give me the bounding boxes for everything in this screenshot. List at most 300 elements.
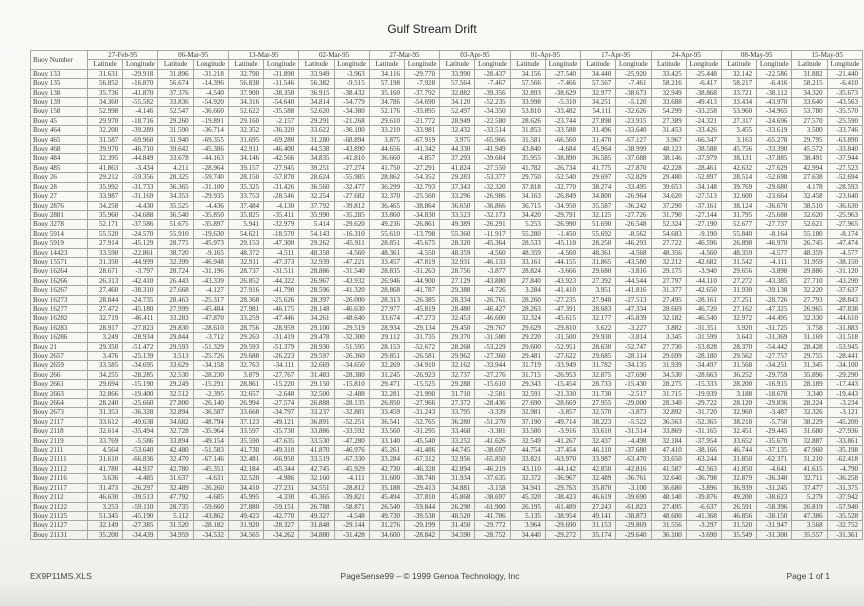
lat-cell: 31.520 xyxy=(721,521,756,530)
lon-cell: -36.967 xyxy=(545,474,580,483)
lon-cell: -31.599 xyxy=(686,333,721,342)
lon-cell: -29.791 xyxy=(545,210,580,219)
lon-cell: -43.923 xyxy=(545,276,580,285)
lat-cell: 29.249 xyxy=(158,380,193,389)
lon-cell: -52.540 xyxy=(545,173,580,182)
lat-cell: 34.120 xyxy=(440,98,475,107)
lon-cell: -29.000 xyxy=(616,399,651,408)
lon-cell: -37.454 xyxy=(545,446,580,455)
lon-cell: -47.300 xyxy=(264,239,299,248)
lon-cell: -7.467 xyxy=(475,79,510,88)
lat-cell: 32.931 xyxy=(440,257,475,266)
lon-cell: -41.870 xyxy=(123,88,158,97)
table-row xyxy=(31,474,863,483)
lat-cell: 37.293 xyxy=(440,154,475,163)
subheader-latitude: Latitude xyxy=(651,60,686,69)
lat-cell: 33.597 xyxy=(228,427,263,436)
lat-cell: 28.120 xyxy=(721,399,756,408)
lon-cell: -47.446 xyxy=(264,314,299,323)
lon-cell: -31.890 xyxy=(264,69,299,78)
lon-cell: -31.514 xyxy=(616,427,651,436)
lon-cell: -52.951 xyxy=(545,342,580,351)
lat-cell: 34.156 xyxy=(510,69,545,78)
lat-cell: 44.754 xyxy=(510,446,545,455)
lat-cell: 52.324 xyxy=(651,220,686,229)
lat-cell: 31.939 xyxy=(651,361,686,370)
lat-cell: 38.223 xyxy=(581,417,616,426)
lon-cell: -36.587 xyxy=(193,408,228,417)
lat-cell: 27.800 xyxy=(158,399,193,408)
lat-cell: 53.810 xyxy=(510,107,545,116)
lon-cell: -47.838 xyxy=(827,304,862,313)
lon-cell: -33.619 xyxy=(757,126,792,135)
lat-cell: 33.523 xyxy=(440,210,475,219)
lon-cell: -21.772 xyxy=(404,116,439,125)
lat-cell: 29.685 xyxy=(581,352,616,361)
lon-cell: -59.660 xyxy=(193,502,228,511)
lat-cell: 51.690 xyxy=(581,220,616,229)
lon-cell: -36.761 xyxy=(616,474,651,483)
lat-cell: 28.463 xyxy=(158,295,193,304)
lat-cell: 27.797 xyxy=(651,276,686,285)
lat-cell: 26.540 xyxy=(369,502,404,511)
table-row xyxy=(31,530,863,539)
lon-cell: -6.416 xyxy=(757,79,792,88)
lat-cell: 32.882 xyxy=(440,88,475,97)
lon-cell: -44.937 xyxy=(123,464,158,473)
lon-cell: -46.720 xyxy=(686,304,721,313)
lon-cell: -27.291 xyxy=(404,163,439,172)
lat-cell: 29.593 xyxy=(228,342,263,351)
lon-cell: -26.291 xyxy=(475,220,510,229)
buoy-cell: Bouy 2881 xyxy=(31,210,88,219)
lat-cell: 31.695 xyxy=(228,135,263,144)
lat-cell: 29.112 xyxy=(369,333,404,342)
lat-cell: 32.220 xyxy=(792,286,827,295)
lon-cell: -11.546 xyxy=(264,79,299,88)
lat-cell: 33.795 xyxy=(440,408,475,417)
lon-cell: -26.297 xyxy=(123,483,158,492)
lat-cell: 31.782 xyxy=(581,361,616,370)
table-row xyxy=(31,446,863,455)
lat-cell: 33.869 xyxy=(651,427,686,436)
lat-cell: 28.325 xyxy=(158,173,193,182)
lat-cell: 28.862 xyxy=(369,173,404,182)
buoy-cell: Bouy 16267 xyxy=(31,286,88,295)
lon-cell: -2.395 xyxy=(193,389,228,398)
lat-cell: 35.174 xyxy=(581,530,616,539)
buoy-cell: Bouy 15571 xyxy=(31,257,88,266)
lon-cell: -41.486 xyxy=(404,446,439,455)
lat-cell: 26.788 xyxy=(299,502,334,511)
lon-cell: -27.757 xyxy=(757,352,792,361)
lat-cell: 28.320 xyxy=(440,239,475,248)
lon-cell: -47.280 xyxy=(334,436,369,445)
lat-cell: 49.141 xyxy=(581,511,616,520)
lat-cell: 27.495 xyxy=(651,295,686,304)
lon-cell: -4.540 xyxy=(193,88,228,97)
lat-cell: 34.620 xyxy=(651,192,686,201)
lat-cell: 38.124 xyxy=(721,201,756,210)
lon-cell: -63.890 xyxy=(827,135,862,144)
lat-cell: 56.382 xyxy=(299,79,334,88)
lat-cell: 52.677 xyxy=(721,220,756,229)
lat-cell: 45.261 xyxy=(369,446,404,455)
lat-cell: 45.494 xyxy=(369,493,404,502)
lon-cell: -3.339 xyxy=(475,408,510,417)
lat-cell: 32.458 xyxy=(792,192,827,201)
lon-cell: -34.262 xyxy=(264,530,299,539)
lat-cell: 31.153 xyxy=(581,521,616,530)
lon-cell: -33.592 xyxy=(334,427,369,436)
table-row xyxy=(31,361,863,370)
lon-cell: -26.953 xyxy=(545,370,580,379)
lat-cell: 33.237 xyxy=(299,408,334,417)
lon-cell: -44.999 xyxy=(123,257,158,266)
lon-cell: -19.400 xyxy=(123,389,158,398)
lat-cell: 3.879 xyxy=(228,370,263,379)
lon-cell: -61.900 xyxy=(475,502,510,511)
lon-cell: -45.839 xyxy=(616,314,651,323)
lat-cell: 36.299 xyxy=(369,182,404,191)
lat-cell: 29.562 xyxy=(721,352,756,361)
lon-cell: -5.750 xyxy=(757,417,792,426)
lon-cell: -33.944 xyxy=(475,361,510,370)
lat-cell: 34.600 xyxy=(369,530,404,539)
lon-cell: -59.151 xyxy=(264,502,299,511)
lon-cell: -59.110 xyxy=(123,502,158,511)
lon-cell: -39.690 xyxy=(616,493,651,502)
buoy-cell: Bouy 2659 xyxy=(31,361,88,370)
lon-cell: -27.276 xyxy=(475,370,510,379)
lat-cell: 45.572 xyxy=(792,145,827,154)
lon-cell: -34.650 xyxy=(334,361,369,370)
table-row xyxy=(31,333,863,342)
lon-cell: -52.365 xyxy=(686,417,721,426)
lon-cell: -24.735 xyxy=(123,295,158,304)
lon-cell: -51.329 xyxy=(193,342,228,351)
lon-cell: -42.682 xyxy=(686,257,721,266)
lat-cell: 49.236 xyxy=(369,220,404,229)
lat-cell: 29.153 xyxy=(228,239,263,248)
lat-cell: 28.340 xyxy=(651,399,686,408)
lat-cell: 31.710 xyxy=(440,389,475,398)
lat-cell: 48.600 xyxy=(651,511,686,520)
lat-cell: 56.852 xyxy=(88,79,123,88)
lon-cell: -33.495 xyxy=(616,182,651,191)
lat-cell: 28.268 xyxy=(440,342,475,351)
lat-cell: 31.568 xyxy=(721,361,756,370)
buoy-cell: Bouy 21122 xyxy=(31,502,88,511)
lat-cell: 28.835 xyxy=(369,267,404,276)
lat-cell: 51.675 xyxy=(158,220,193,229)
date-header-06-Mar-95: 06-Mar-95 xyxy=(158,51,228,60)
lon-cell: -4.641 xyxy=(757,464,792,473)
lon-cell: -51.583 xyxy=(193,446,228,455)
date-header-24-Apr-95: 24-Apr-95 xyxy=(651,51,721,60)
lon-cell: -46.219 xyxy=(475,464,510,473)
lat-cell: 32.977 xyxy=(581,88,616,97)
lat-cell: 35.896 xyxy=(792,370,827,379)
lon-cell: -45.351 xyxy=(193,464,228,473)
lat-cell: 33.161 xyxy=(510,257,545,266)
lat-cell: 28.737 xyxy=(228,267,263,276)
lat-cell: 29.970 xyxy=(88,116,123,125)
lon-cell: -9.190 xyxy=(686,229,721,238)
lon-cell: -46.596 xyxy=(686,239,721,248)
lon-cell: -3.434 xyxy=(123,163,158,172)
lon-cell: -29.772 xyxy=(475,521,510,530)
lon-cell: -4.498 xyxy=(616,436,651,445)
lon-cell: -27.726 xyxy=(616,210,651,219)
lon-cell: -38.697 xyxy=(475,446,510,455)
lat-cell: 32.330 xyxy=(792,314,827,323)
lat-cell: 33.612 xyxy=(88,417,123,426)
lat-cell: 33.860 xyxy=(369,210,404,219)
lat-cell: 36.915 xyxy=(299,88,334,97)
lon-cell: -45.364 xyxy=(475,239,510,248)
lat-cell: 48.361 xyxy=(581,248,616,257)
lat-cell: 26.898 xyxy=(721,239,756,248)
lon-cell: -54.352 xyxy=(404,173,439,182)
lon-cell: -46.970 xyxy=(757,239,792,248)
subheader-longitude: Longitude xyxy=(686,60,721,69)
lon-cell: -32.752 xyxy=(827,521,862,530)
lat-cell: 55.840 xyxy=(721,229,756,238)
lat-cell: 31.715 xyxy=(510,370,545,379)
lon-cell: -27.690 xyxy=(616,370,651,379)
buoy-cell: Bouy 21127 xyxy=(31,521,88,530)
lon-cell: -3.857 xyxy=(545,408,580,417)
lat-cell: 52.620 xyxy=(299,107,334,116)
lat-cell: 5.253 xyxy=(510,220,545,229)
lon-cell: -29.759 xyxy=(757,370,792,379)
lon-cell: -32.770 xyxy=(545,182,580,191)
lat-cell: 28.824 xyxy=(510,267,545,276)
lat-cell: 31.795 xyxy=(721,210,756,219)
lon-cell: -32.626 xyxy=(616,107,651,116)
lon-cell: -47.474 xyxy=(827,239,862,248)
lat-cell: 27.570 xyxy=(792,116,827,125)
lon-cell: -38.112 xyxy=(757,88,792,97)
lon-cell: -34.111 xyxy=(264,361,299,370)
lat-cell: 31.610 xyxy=(88,455,123,464)
lat-cell: 44.538 xyxy=(299,145,334,154)
subheader-latitude: Latitude xyxy=(792,60,827,69)
lon-cell: -43.880 xyxy=(475,276,510,285)
lat-cell: 32.719 xyxy=(88,314,123,323)
lat-cell: 34.440 xyxy=(581,69,616,78)
lon-cell: -18.570 xyxy=(264,229,299,238)
lat-cell: 33.252 xyxy=(440,436,475,445)
lon-cell: -26.964 xyxy=(616,192,651,201)
lon-cell: -3.963 xyxy=(334,69,369,78)
lat-cell: 34.835 xyxy=(299,154,334,163)
lon-cell: -3.873 xyxy=(616,408,651,417)
lon-cell: -28.663 xyxy=(686,370,721,379)
lon-cell: -46.411 xyxy=(123,314,158,323)
lat-cell: 27.460 xyxy=(88,286,123,295)
lat-cell: 31.631 xyxy=(88,69,123,78)
lat-cell: 32.866 xyxy=(88,389,123,398)
lat-cell: 5.279 xyxy=(792,493,827,502)
lat-cell: 37.484 xyxy=(228,201,263,210)
lat-cell: 32.269 xyxy=(369,361,404,370)
lon-cell: -1.450 xyxy=(545,229,580,238)
lat-cell: 31.719 xyxy=(510,361,545,370)
lat-cell: 31.453 xyxy=(651,126,686,135)
lon-cell: -28.959 xyxy=(264,323,299,332)
lat-cell: 28.756 xyxy=(228,323,263,332)
lon-cell: -31.245 xyxy=(757,483,792,492)
lat-cell: 52.998 xyxy=(88,107,123,116)
lon-cell: -62.371 xyxy=(757,455,792,464)
lat-cell: 29.886 xyxy=(792,267,827,276)
lon-cell: -41.790 xyxy=(264,286,299,295)
lat-cell: 32.981 xyxy=(510,408,545,417)
lon-cell: -44.544 xyxy=(616,276,651,285)
lat-cell: 32.640 xyxy=(651,474,686,483)
lat-cell: 33.434 xyxy=(721,98,756,107)
table-row xyxy=(31,210,863,219)
lon-cell: -41.410 xyxy=(545,286,580,295)
lat-cell: 56.674 xyxy=(158,79,193,88)
lat-cell: 29.699 xyxy=(651,352,686,361)
lon-cell: -27.540 xyxy=(545,69,580,78)
lat-cell: 28.626 xyxy=(510,116,545,125)
buoy-cell: Bouy 2112 xyxy=(31,493,88,502)
lon-cell: -37.637 xyxy=(827,286,862,295)
lat-cell: 44.330 xyxy=(440,145,475,154)
lat-cell: 46.110 xyxy=(581,446,616,455)
lat-cell: 54.299 xyxy=(651,107,686,116)
lon-cell: -4.577 xyxy=(757,248,792,257)
lon-cell: -27.360 xyxy=(475,352,510,361)
lon-cell: -43.890 xyxy=(334,145,369,154)
lat-cell: 3.882 xyxy=(651,323,686,332)
lon-cell: -42.816 xyxy=(616,464,651,473)
lon-cell: -23.640 xyxy=(827,192,862,201)
lat-cell: 46.856 xyxy=(721,511,756,520)
lon-cell: -28.180 xyxy=(686,352,721,361)
lat-cell: 31.473 xyxy=(88,483,123,492)
lat-cell: 48.361 xyxy=(369,248,404,257)
lon-cell: -55.985 xyxy=(334,173,369,182)
lon-cell: -29.869 xyxy=(616,521,651,530)
lon-cell: -57.870 xyxy=(264,173,299,182)
lon-cell: -29.445 xyxy=(757,427,792,436)
buoy-cell: Bouy 464 xyxy=(31,126,88,135)
lon-cell: -33.390 xyxy=(757,145,792,154)
lat-cell: 31.680 xyxy=(792,427,827,436)
lon-cell: -36.866 xyxy=(475,201,510,210)
buoy-cell: Bouy 28 xyxy=(31,182,88,191)
lat-cell: 32.728 xyxy=(158,427,193,436)
lat-cell: 3.345 xyxy=(651,333,686,342)
subheader-longitude: Longitude xyxy=(264,60,299,69)
lat-cell: 31.345 xyxy=(792,361,827,370)
lat-cell: 27.638 xyxy=(792,173,827,182)
subheader-longitude: Longitude xyxy=(404,60,439,69)
lon-cell: -34.688 xyxy=(123,210,158,219)
lat-cell: 32.489 xyxy=(581,474,616,483)
lon-cell: -4.631 xyxy=(193,474,228,483)
lat-cell: 28.189 xyxy=(792,380,827,389)
lat-cell: 31.930 xyxy=(721,286,756,295)
lon-cell: -37.792 xyxy=(404,88,439,97)
subheader-longitude: Longitude xyxy=(193,60,228,69)
table-row xyxy=(31,201,863,210)
lat-cell: 27.317 xyxy=(721,116,756,125)
buoy-cell: Bouy 2111 xyxy=(31,446,88,455)
lat-cell: 42.480 xyxy=(158,446,193,455)
lat-cell: 31.542 xyxy=(721,257,756,266)
lat-cell: 33.990 xyxy=(440,69,475,78)
lon-cell: -36.798 xyxy=(686,474,721,483)
lat-cell: 36.939 xyxy=(721,483,756,492)
lon-cell: -47.870 xyxy=(193,314,228,323)
lat-cell: 4.178 xyxy=(792,182,827,191)
lat-cell: 41.863 xyxy=(88,163,123,172)
lon-cell: -49.121 xyxy=(264,417,299,426)
lon-cell: -19.630 xyxy=(193,229,228,238)
lon-cell: -26.923 xyxy=(404,370,439,379)
lat-cell: 5.941 xyxy=(228,220,263,229)
lat-cell: 29.795 xyxy=(792,135,827,144)
lat-cell: 33.668 xyxy=(228,408,263,417)
lat-cell: 43.840 xyxy=(510,145,545,154)
lat-cell: 54.683 xyxy=(651,229,686,238)
lon-cell: -37.680 xyxy=(616,446,651,455)
lon-cell: -25.448 xyxy=(686,69,721,78)
lat-cell: 3.568 xyxy=(792,521,827,530)
lon-cell: -54.640 xyxy=(264,98,299,107)
lat-cell: 31.169 xyxy=(792,333,827,342)
lat-cell: 27.710 xyxy=(792,276,827,285)
buoy-cell: Bouy 21131 xyxy=(31,530,88,539)
lat-cell: 37.290 xyxy=(651,201,686,210)
table-row xyxy=(31,304,863,313)
lon-cell: -27.523 xyxy=(827,163,862,172)
lat-cell: 29.220 xyxy=(510,333,545,342)
subheader-longitude: Longitude xyxy=(757,60,792,69)
lat-cell: 29.175 xyxy=(651,267,686,276)
lat-cell: 52.176 xyxy=(369,107,404,116)
lat-cell: 34.420 xyxy=(510,210,545,219)
buoy-cell: Bouy 21117 xyxy=(31,483,88,492)
lat-cell: 32.549 xyxy=(510,436,545,445)
lat-cell: 28.368 xyxy=(228,295,263,304)
lat-cell: 28.683 xyxy=(581,304,616,313)
lat-cell: 38.274 xyxy=(581,182,616,191)
lat-cell: 3.875 xyxy=(369,135,404,144)
lat-cell: 42.745 xyxy=(299,464,334,473)
lon-cell: -55.582 xyxy=(123,98,158,107)
lat-cell: 28.514 xyxy=(721,173,756,182)
lat-cell: 29.150 xyxy=(299,380,334,389)
lat-cell: 37.818 xyxy=(510,182,545,191)
lat-cell: 36.680 xyxy=(651,483,686,492)
lat-cell: 36.540 xyxy=(158,210,193,219)
lon-cell: -35.588 xyxy=(264,107,299,116)
lat-cell: 34.353 xyxy=(158,192,193,201)
lat-cell: 32.591 xyxy=(510,389,545,398)
lon-cell: -29.519 xyxy=(334,323,369,332)
lon-cell: -44.322 xyxy=(264,276,299,285)
lon-cell: -3.712 xyxy=(193,333,228,342)
lat-cell: 28.671 xyxy=(88,267,123,276)
lon-cell: -29.199 xyxy=(404,521,439,530)
